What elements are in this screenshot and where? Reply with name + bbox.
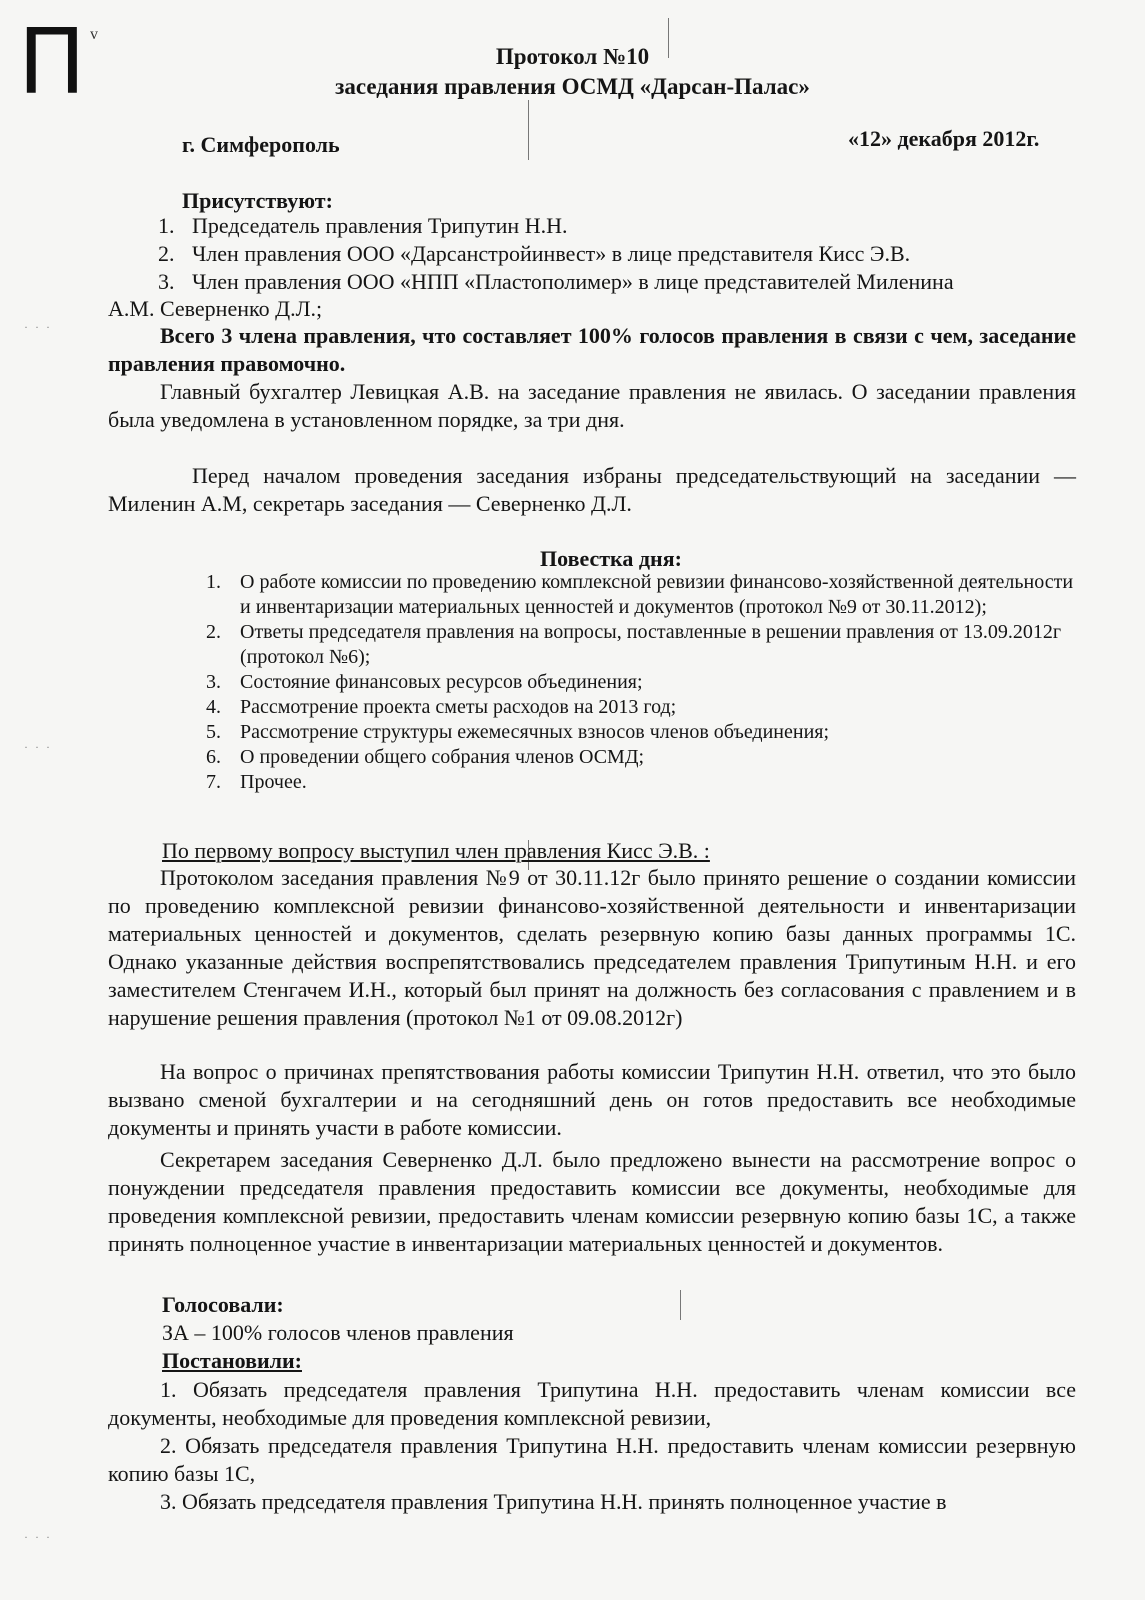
handwritten-mark: П (18, 10, 86, 115)
absence-note: Главный бухгалтер Левицкая А.В. на заседание правления не явилась. О заседании правления была уведомлена в установленном порядке, за три дня. (108, 379, 1076, 432)
q1-paragraph-2: На вопрос о причинах препятствования работы комиссии Трипутин Н.Н. ответил, что это было вызвано сменой бухгалтерии и на сегодняшний день он готов предоставить все необходимые документы и принять участи в работе комиссии. (108, 1059, 1076, 1140)
city: г. Симферополь (182, 132, 340, 157)
scan-smudge: · · · (24, 740, 52, 754)
resolved-heading: Постановили: (162, 1348, 302, 1373)
q1-heading: По первому вопросу выступил член правления Кисс Э.В. : (162, 838, 710, 863)
agenda-item: 1. О работе комиссии по проведению комплексной ревизии финансово-хозяйственной деятельности и инвентаризации материальных ценностей и документов (протокол №9 от 30.11.2012); (206, 571, 1074, 618)
present-heading: Присутствуют: (182, 188, 333, 213)
q1-paragraph-3: Секретарем заседания Северненко Д.Л. было предложено вынести на рассмотрение вопрос о понуждении председателя правления предоставить комиссии все документы, необходимые для проведения комплексной ревизии, предоставить членам комиссии резервную копию базы 1С, а также принять полноценное участие в инвентаризации материальных ценностей и документов. (108, 1147, 1076, 1256)
agenda-item: 4. Рассмотрение проекта сметы расходов на 2013 год; (206, 696, 677, 718)
handwritten-tick: v (90, 26, 98, 43)
agenda-item: 5. Рассмотрение структуры ежемесячных взносов членов объединения; (206, 721, 830, 743)
agenda-item: 7. Прочее. (206, 771, 307, 793)
agenda-list (206, 570, 1076, 795)
date: «12» декабря 2012г. (848, 126, 1040, 151)
scan-smudge: · · · (24, 1530, 52, 1544)
list-item: 3. Член правления ООО «НПП «Пластополимер» в лице представителей Миленина (158, 269, 954, 294)
agenda-heading: Повестка дня: (540, 546, 682, 571)
resolution-1: 1. Обязать председателя правления Трипутина Н.Н. предоставить членам комиссии все документы, необходимые для проведения комплексной ревизии, (108, 1377, 1076, 1430)
q1-paragraph-1: Протоколом заседания правления №9 от 30.11.12г было принято решение о создании комиссии по проведению комплексной ревизии финансово-хозяйственной деятельности и инвентаризации материальных ценностей и документов, сделать резервную копию базы данных программы 1С. Однако указанные действия воспрепятствовались председателем правления Трипутиным Н.Н. и его заместителем Стенгачем И.Н., который был принят на должность без согласования с правлением и в нарушение решения правления (протокол №1 от 09.08.2012г) (108, 865, 1076, 1030)
resolution-2: 2. Обязать председателя правления Трипутина Н.Н. предоставить членам комиссии резервную копию базы 1С, (108, 1433, 1076, 1486)
agenda-item: 2. Ответы председателя правления на вопросы, поставленные в решении правления от 13.09.2012г (протокол №6); (206, 621, 1062, 668)
doc-title-line1: Протокол №10 (495, 44, 650, 69)
voted-heading: Голосовали: (162, 1292, 284, 1317)
voted-result: ЗА – 100% голосов членов правления (162, 1320, 514, 1345)
quorum-statement: Всего 3 члена правления, что составляет 100% голосов правления в связи с чем, заседание правления правомочно. (108, 323, 1076, 376)
scan-line (528, 100, 529, 160)
scan-smudge: · · · (24, 320, 52, 334)
list-item: 2. Член правления ООО «Дарсанстройинвест» в лице представителя Кисс Э.В. (158, 241, 911, 266)
scan-line (680, 1290, 681, 1320)
list-item: 1. Председатель правления Трипутин Н.Н. (158, 213, 568, 238)
present-list (158, 212, 1078, 296)
agenda-item: 6. О проведении общего собрания членов ОСМД; (206, 746, 645, 768)
doc-title-line2: заседания правления ОСМД «Дарсан-Палас» (335, 74, 810, 99)
agenda-item: 3. Состояние финансовых ресурсов объединения; (206, 671, 643, 693)
present-3-continuation: А.М. Северненко Д.Л.; (108, 296, 323, 321)
chair-election: Перед началом проведения заседания избраны председательствующий на заседании — Миленин А.М, секретарь заседания — Северненко Д.Л. (108, 463, 1076, 516)
resolution-3: 3. Обязать председателя правления Трипутина Н.Н. принять полноценное участие в (160, 1489, 947, 1514)
